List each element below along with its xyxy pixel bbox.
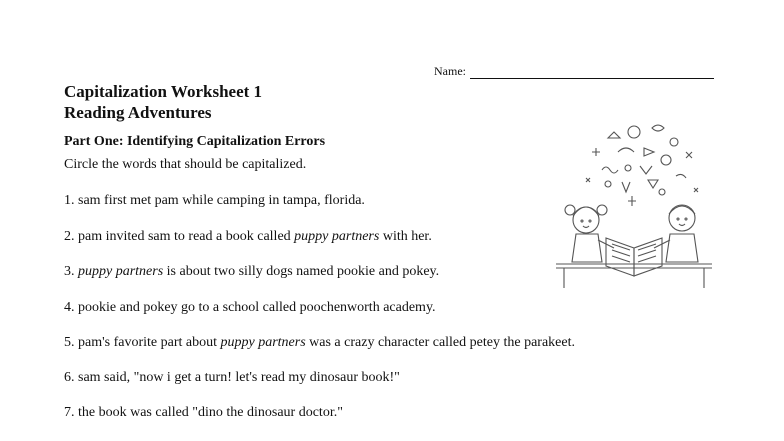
- list-item: 4. pookie and pokey go to a school called poochenworth academy.: [64, 300, 436, 315]
- name-field: [434, 64, 714, 79]
- worksheet-title: [64, 81, 262, 123]
- list-item: 5. pam's favorite part about puppy partners was a crazy character called petey the parakeet.: [64, 335, 575, 350]
- list-item: 2. pam invited sam to read a book called puppy partners with her.: [64, 229, 432, 244]
- list-item: 3. puppy partners is about two silly dogs named pookie and pokey.: [64, 264, 440, 279]
- list-item: 7. the book was called "dino the dinosaur doctor.": [64, 405, 343, 420]
- name-label: Name:: [434, 64, 466, 78]
- list-item: 6. sam said, "now i get a turn! let's read my dinosaur book!": [64, 370, 400, 385]
- title-line-1: Capitalization Worksheet 1: [64, 82, 263, 101]
- title-line-2: Reading Adventures: [64, 103, 212, 122]
- name-blank-line[interactable]: [470, 66, 714, 79]
- instructions: Circle the words that should be capitalized.: [64, 157, 307, 172]
- list-item: 1. sam first met pam while camping in tampa, florida.: [64, 193, 365, 208]
- kids-reading-book-icon: [548, 118, 720, 290]
- part-heading: Part One: Identifying Capitalization Errors: [64, 134, 326, 149]
